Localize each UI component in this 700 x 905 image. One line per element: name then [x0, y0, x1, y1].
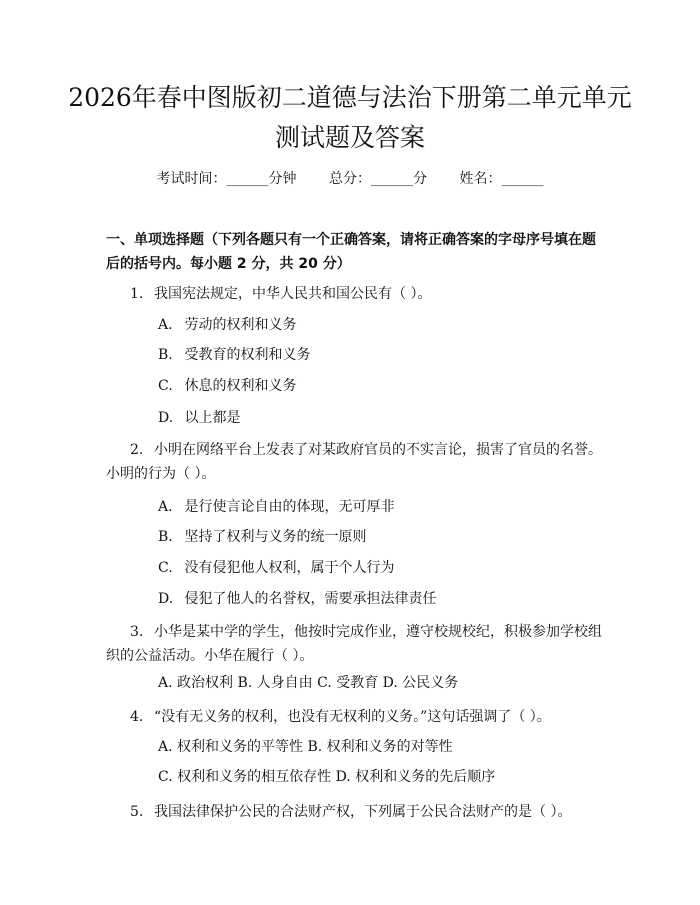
question-5 — [106, 800, 606, 824]
question-3 — [106, 620, 606, 668]
section-heading: 一、单项选择题（下列各题只有一个正确答案，请将正确答案的字母序号填在题后的括号内。每小题 2 分，共 20 分） — [106, 232, 596, 272]
options-4-line1: A. 权利和义务的平等性 B. 权利和义务的对等性 — [158, 739, 453, 755]
question-number: 5. — [130, 804, 144, 820]
option-2c: C. 没有侵犯他人权利，属于个人行为 — [158, 560, 395, 576]
question-number: 4. — [130, 709, 144, 725]
option-2b: B. 坚持了权利与义务的统一原则 — [158, 529, 367, 545]
question-number: 3. — [130, 624, 144, 640]
option-1b: B. 受教育的权利和义务 — [158, 347, 311, 363]
question-text: 小华是某中学的学生，他按时完成作业，遵守校规校纪，积极参加学校组织的公益活动。小华在履行（ ）。 — [106, 624, 602, 664]
exam-time: 考试时间：______分钟 — [156, 171, 297, 187]
question-text: 我国法律保护公民的合法财产权，下列属于公民合法财产的是（ ）。 — [154, 804, 572, 820]
options-3: A. 政治权利 B. 人身自由 C. 受教育 D. 公民义务 — [158, 675, 459, 691]
option-1a: A. 劳动的权利和义务 — [158, 317, 297, 333]
question-2 — [106, 438, 606, 486]
question-4 — [106, 705, 606, 729]
options-4-line2: C. 权利和义务的相互依存性 D. 权利和义务的先后顺序 — [158, 769, 496, 785]
exam-score: 总分：______分 — [329, 171, 427, 187]
page-title: 2026年春中图版初二道德与法治下册第二单元单元测试题及答案 — [68, 83, 632, 152]
exam-name: 姓名：______ — [459, 171, 544, 187]
question-1 — [106, 282, 606, 306]
option-1c: C. 休息的权利和义务 — [158, 378, 297, 394]
question-number: 2. — [130, 442, 144, 458]
exam-meta — [0, 168, 700, 188]
option-1d: D. 以上都是 — [158, 410, 241, 426]
option-2d: D. 侵犯了他人的名誉权，需要承担法律责任 — [158, 591, 437, 607]
question-text: 小明在网络平台上发表了对某政府官员的不实言论，损害了官员的名誉。小明的行为（ ）。 — [106, 442, 602, 482]
question-text: 我国宪法规定，中华人民共和国公民有（ ）。 — [154, 286, 432, 302]
question-text: “没有无义务的权利，也没有无权利的义务。”这句话强调了（ ）。 — [154, 709, 551, 725]
question-number: 1. — [130, 286, 144, 302]
option-2a: A. 是行使言论自由的体现，无可厚非 — [158, 499, 395, 515]
